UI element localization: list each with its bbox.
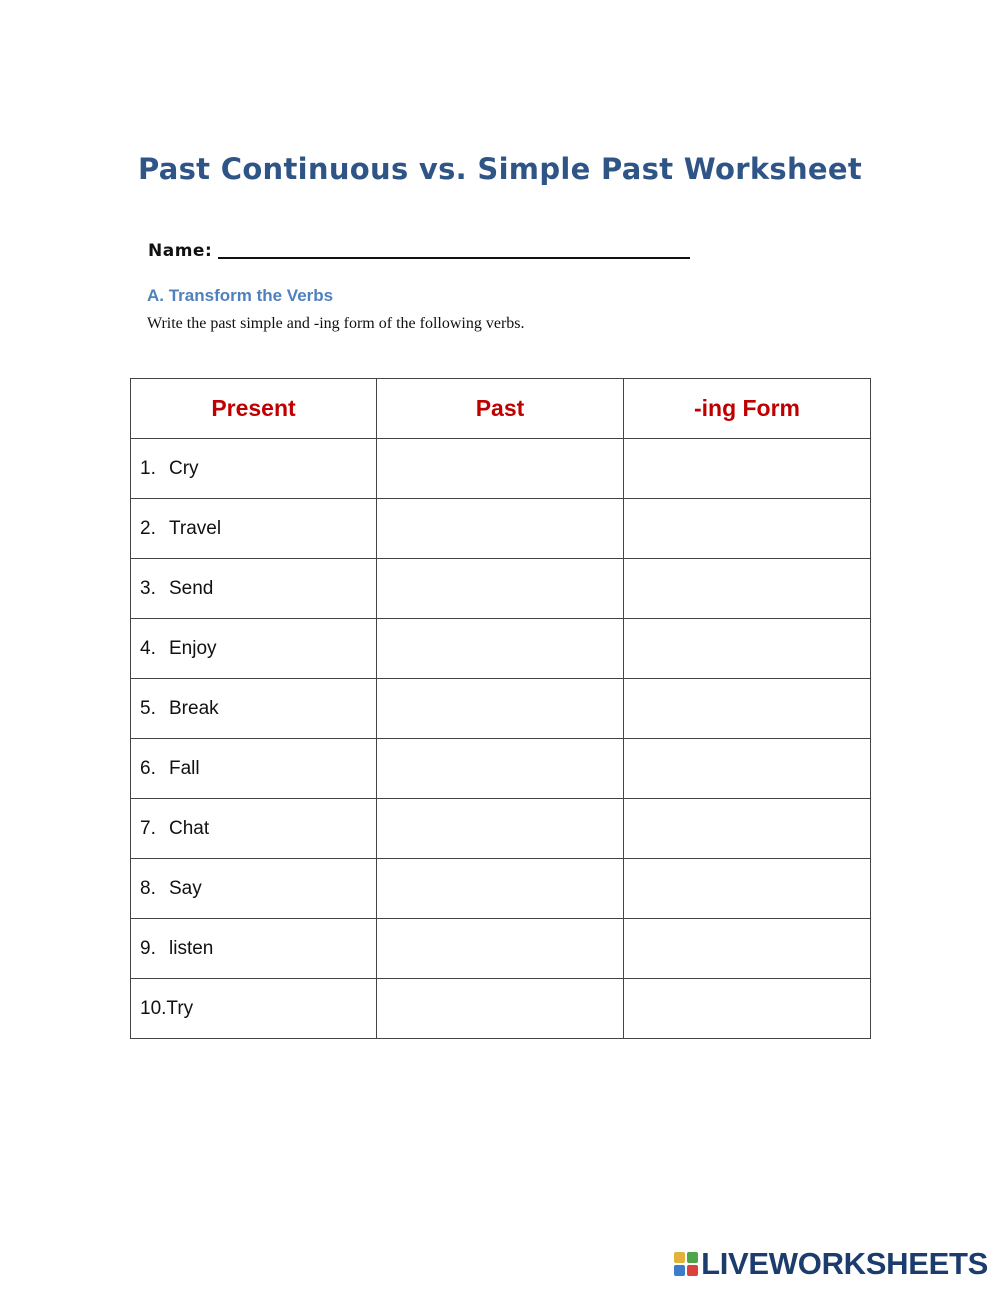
- present-cell: [131, 499, 377, 559]
- past-answer-cell[interactable]: [377, 679, 624, 739]
- name-input-line[interactable]: [218, 257, 690, 259]
- ing-answer-cell[interactable]: [624, 739, 871, 799]
- ing-answer-cell[interactable]: [624, 439, 871, 499]
- past-answer-cell[interactable]: [377, 559, 624, 619]
- present-cell: [131, 679, 377, 739]
- table-row: [131, 559, 871, 619]
- verbs-table: [130, 378, 871, 1039]
- past-answer-cell[interactable]: [377, 799, 624, 859]
- ing-answer-cell[interactable]: [624, 859, 871, 919]
- logo-square: [687, 1265, 698, 1276]
- ing-answer-cell[interactable]: [624, 559, 871, 619]
- header-past: Past: [377, 379, 624, 439]
- liveworksheets-logo[interactable]: [674, 1246, 988, 1282]
- verb-text: Fall: [169, 757, 200, 779]
- table-row: [131, 739, 871, 799]
- ing-answer-cell[interactable]: [624, 979, 871, 1039]
- verb-text: Send: [169, 577, 214, 599]
- logo-text: LIVEWORKSHEETS: [701, 1246, 988, 1281]
- verb-text: Break: [169, 697, 219, 719]
- past-answer-cell[interactable]: [377, 859, 624, 919]
- table-row: [131, 679, 871, 739]
- ing-answer-cell[interactable]: [624, 499, 871, 559]
- verb-text: Travel: [169, 517, 222, 539]
- table-row: [131, 859, 871, 919]
- present-cell: [131, 799, 377, 859]
- table-row: [131, 799, 871, 859]
- row-number: 8.: [140, 877, 156, 899]
- row-number: 6.: [140, 757, 156, 779]
- row-number: 1.: [140, 457, 156, 479]
- row-number: 3.: [140, 577, 156, 599]
- logo-square: [674, 1252, 685, 1263]
- page-title: Past Continuous vs. Simple Past Worksheet: [137, 152, 863, 186]
- verb-text: Chat: [169, 817, 210, 839]
- logo-square: [674, 1265, 685, 1276]
- instructions-text: Write the past simple and -ing form of the following verbs.: [147, 315, 525, 332]
- present-cell: [131, 619, 377, 679]
- verb-text: Enjoy: [169, 637, 217, 659]
- section-heading: A. Transform the Verbs: [147, 286, 334, 305]
- present-cell: [131, 439, 377, 499]
- ing-answer-cell[interactable]: [624, 919, 871, 979]
- past-answer-cell[interactable]: [377, 739, 624, 799]
- present-cell: [131, 559, 377, 619]
- liveworksheets-logo-icon: [674, 1252, 698, 1276]
- past-answer-cell[interactable]: [377, 499, 624, 559]
- ing-answer-cell[interactable]: [624, 619, 871, 679]
- row-number: 10.: [140, 997, 167, 1019]
- row-number: 7.: [140, 817, 156, 839]
- header-ing-form: -ing Form: [624, 379, 871, 439]
- verb-text: Say: [169, 877, 202, 899]
- past-answer-cell[interactable]: [377, 919, 624, 979]
- table-row: [131, 439, 871, 499]
- past-answer-cell[interactable]: [377, 439, 624, 499]
- table-row: [131, 979, 871, 1039]
- past-answer-cell[interactable]: [377, 619, 624, 679]
- table-row: [131, 619, 871, 679]
- row-number: 5.: [140, 697, 156, 719]
- present-cell: [131, 919, 377, 979]
- present-cell: [131, 979, 377, 1039]
- name-row: [148, 241, 690, 261]
- present-cell: [131, 859, 377, 919]
- verb-text: listen: [169, 937, 214, 959]
- ing-answer-cell[interactable]: [624, 799, 871, 859]
- verb-text: Cry: [169, 457, 199, 479]
- row-number: 9.: [140, 937, 156, 959]
- past-answer-cell[interactable]: [377, 979, 624, 1039]
- row-number: 2.: [140, 517, 156, 539]
- logo-square: [687, 1252, 698, 1263]
- verb-text: Try: [166, 997, 194, 1019]
- row-number: 4.: [140, 637, 156, 659]
- header-present: Present: [131, 379, 377, 439]
- name-label: Name:: [148, 241, 213, 261]
- table-header-row: [131, 379, 871, 439]
- table-row: [131, 499, 871, 559]
- ing-answer-cell[interactable]: [624, 679, 871, 739]
- table-row: [131, 919, 871, 979]
- present-cell: [131, 739, 377, 799]
